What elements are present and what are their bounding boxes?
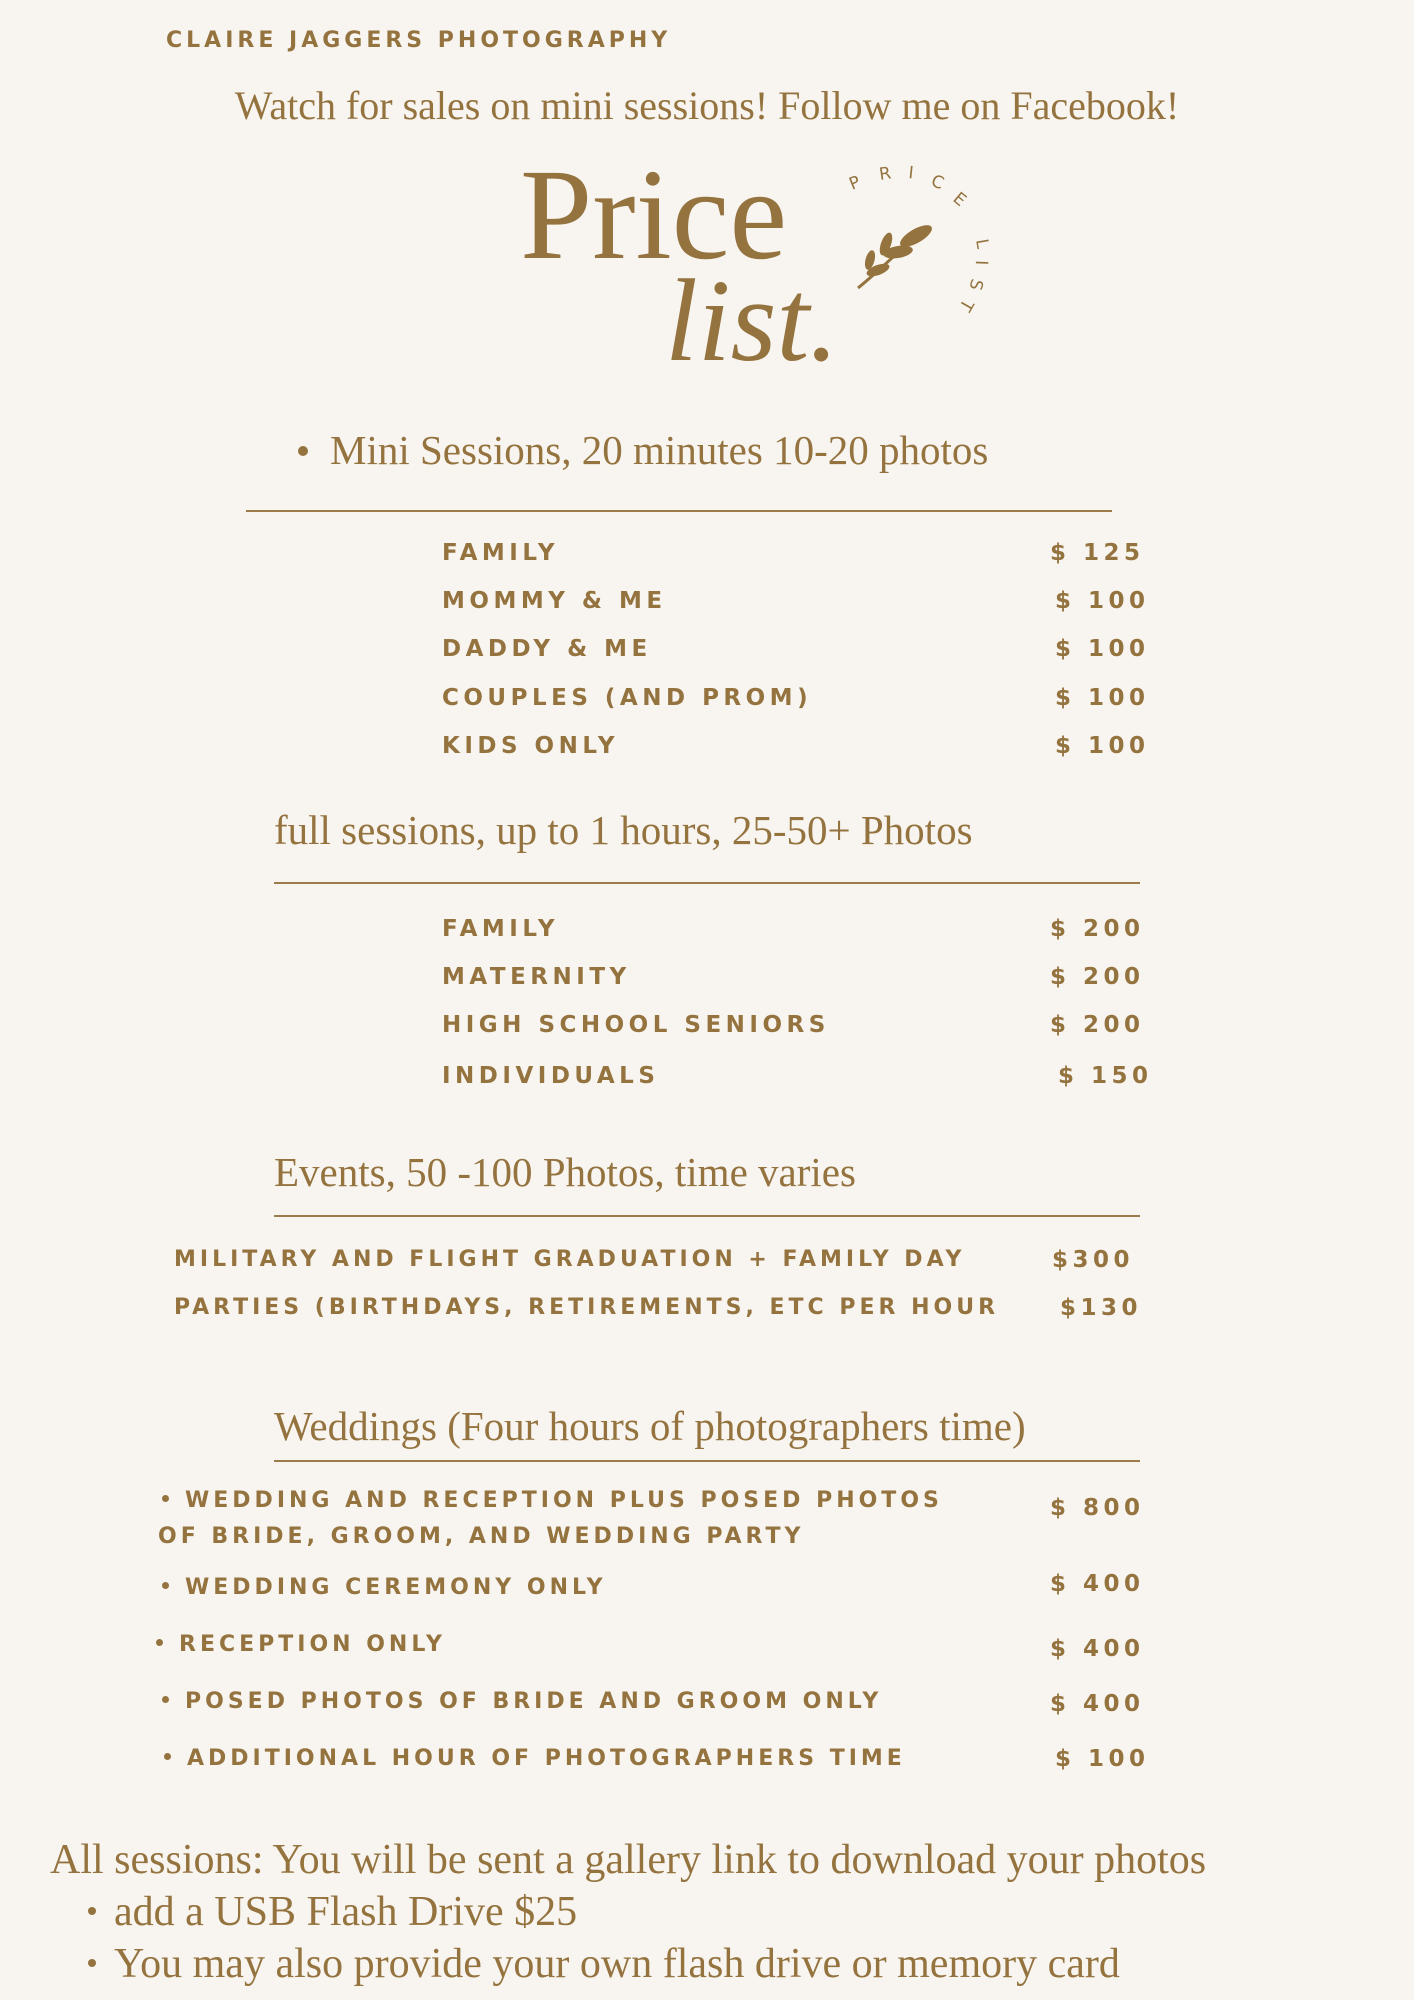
bullet-icon [162, 1582, 169, 1589]
bullet-icon [162, 1495, 169, 1502]
leaf-icon [858, 221, 935, 288]
wedding-item-label [156, 1632, 446, 1657]
price-item-label: FAMILY [442, 540, 560, 566]
price-item-label: COUPLES (AND PROM) [442, 685, 813, 711]
bullet-icon [162, 1696, 169, 1703]
price-item-price: $ 125 [1050, 540, 1145, 566]
mini-sessions-heading [298, 426, 988, 474]
wedding-item-text: RECEPTION ONLY [179, 1632, 446, 1657]
bullet-icon [156, 1639, 163, 1646]
price-item-price: $ 100 [1055, 588, 1150, 614]
bullet-icon [88, 1959, 96, 1967]
price-item-price: $ 400 [1050, 1571, 1145, 1597]
price-item-price: $ 400 [1050, 1636, 1145, 1662]
badge-letter: R [877, 163, 893, 185]
bullet-icon [164, 1753, 171, 1760]
footer-bullet [88, 1940, 1120, 1988]
weddings-heading: Weddings (Four hours of photographers time) [274, 1403, 1026, 1449]
price-list-badge [840, 160, 1000, 340]
divider [274, 882, 1140, 884]
wedding-item-line2: OF BRIDE, GROOM, AND WEDDING PARTY [158, 1524, 805, 1549]
price-item-label: KIDS ONLY [442, 733, 620, 759]
price-item-price: $ 100 [1055, 685, 1150, 711]
bullet-icon [298, 446, 308, 456]
price-item-label: MILITARY AND FLIGHT GRADUATION + FAMILY DAY [174, 1247, 966, 1272]
price-item-label: MATERNITY [442, 964, 631, 990]
footer-bullet [88, 1888, 577, 1936]
price-item-price: $ 150 [1058, 1063, 1153, 1089]
wedding-item-label [162, 1575, 607, 1600]
tagline: Watch for sales on mini sessions! Follow me on Facebook! [234, 83, 1180, 128]
price-item-price: $ 800 [1050, 1495, 1145, 1521]
footer-bullet-text: add a USB Flash Drive $25 [114, 1889, 578, 1935]
price-item-price: $ 400 [1050, 1691, 1145, 1717]
wedding-item-text: WEDDING CEREMONY ONLY [185, 1575, 607, 1600]
footer-bullet-text: You may also provide your own flash drive or memory card [114, 1941, 1120, 1987]
price-item-label: DADDY & ME [442, 636, 652, 662]
wedding-item-label [164, 1746, 906, 1771]
wedding-item-text: POSED PHOTOS OF BRIDE AND GROOM ONLY [185, 1689, 883, 1714]
price-item-price: $ 100 [1055, 733, 1150, 759]
wedding-item-label [162, 1488, 943, 1513]
badge-letter: L [971, 237, 993, 251]
price-item-label: PARTIES (BIRTHDAYS, RETIREMENTS, ETC PER HOUR [174, 1295, 1000, 1320]
badge-letter: I [907, 163, 915, 184]
price-item-price: $ 100 [1055, 636, 1150, 662]
price-item-price: $ 100 [1055, 1746, 1150, 1772]
price-item-label: INDIVIDUALS [442, 1063, 660, 1089]
divider [274, 1460, 1140, 1462]
price-item-label: MOMMY & ME [442, 588, 667, 614]
price-item-price: $300 [1052, 1247, 1135, 1273]
bullet-icon [88, 1907, 96, 1915]
events-heading: Events, 50 -100 Photos, time varies [274, 1149, 856, 1195]
full-sessions-heading: full sessions, up to 1 hours, 25-50+ Photos [274, 807, 973, 853]
wedding-item-label [162, 1689, 882, 1714]
price-item-label: FAMILY [442, 916, 560, 942]
badge-letter: T [954, 295, 977, 315]
divider [274, 1215, 1140, 1217]
badge-letter: C [928, 171, 947, 195]
mini-heading-text: Mini Sessions, 20 minutes 10-20 photos [330, 427, 989, 473]
badge-letter: I [970, 259, 991, 266]
wedding-item-text: ADDITIONAL HOUR OF PHOTOGRAPHERS TIME [187, 1746, 906, 1771]
wedding-item-line1: WEDDING AND RECEPTION PLUS POSED PHOTOS [185, 1488, 943, 1513]
badge-letter: P [846, 172, 864, 195]
price-item-price: $130 [1060, 1295, 1143, 1321]
price-item-price: $ 200 [1050, 1012, 1145, 1038]
price-item-price: $ 200 [1050, 916, 1145, 942]
price-item-label: HIGH SCHOOL SENIORS [442, 1012, 830, 1038]
price-item-price: $ 200 [1050, 964, 1145, 990]
divider [246, 510, 1112, 512]
badge-letter: E [948, 188, 970, 211]
title-price: Price [520, 143, 788, 287]
brand-name: CLAIRE JAGGERS PHOTOGRAPHY [166, 28, 672, 53]
title-list: list. [665, 255, 839, 386]
badge-letter: S [964, 276, 987, 293]
footer-note: All sessions: You will be sent a gallery link to download your photos [50, 1837, 1207, 1883]
